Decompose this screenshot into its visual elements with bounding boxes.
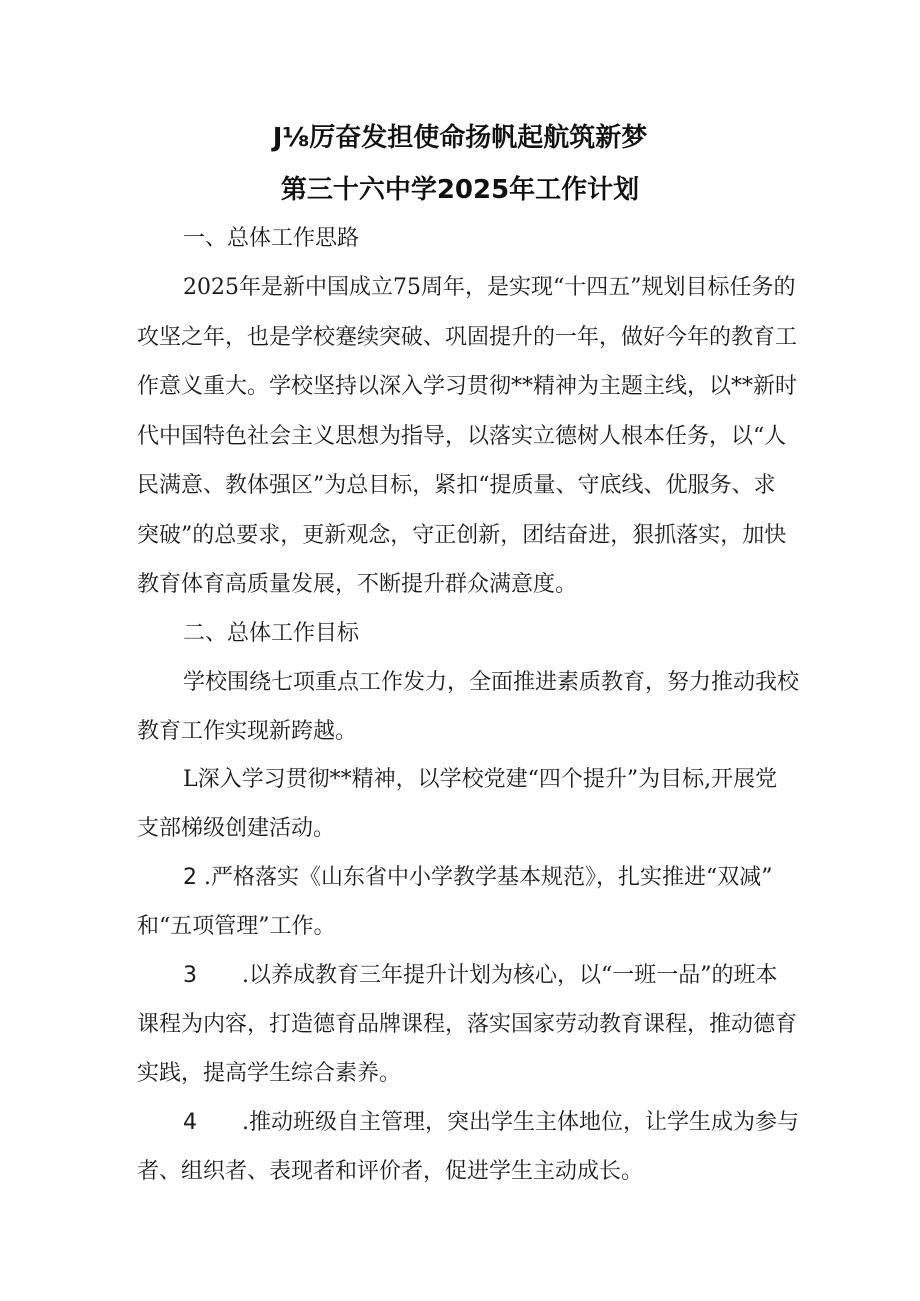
goal-item-4-line: 者、组织者、表现者和评价者，促进学生主动成长。 xyxy=(137,1159,644,1184)
document-title-line-2: 第三十六中学2025年工作计划 xyxy=(280,175,640,205)
section-1-heading: 一、总体工作思路 xyxy=(183,226,360,251)
goal-item-3-line: 实践，提高学生综合素养。 xyxy=(137,1061,402,1086)
section-1-paragraph-line: 2025年是新中国成立75周年，是实现“十四五”规划目标任务的 xyxy=(183,275,796,300)
goal-item-1-line: 支部梯级创建活动。 xyxy=(137,816,336,841)
goal-item-4-line xyxy=(183,1105,843,1136)
section-2-heading: 二、总体工作目标 xyxy=(183,621,360,646)
goal-item-3-line xyxy=(183,958,843,989)
section-1-paragraph-line: 代中国特色社会主义思想为指导，以落实立德树人根本任务，以“人 xyxy=(137,424,787,449)
section-2-intro-line: 教育工作实现新跨越。 xyxy=(137,719,358,744)
section-1-paragraph-line: 突破”的总要求，更新观念，守正创新，团结奋进，狠抓落实，加快 xyxy=(137,523,787,548)
goal-item-2-text: .严格落实《山东省中小学教学基本规范》，扎实推进“双减” xyxy=(204,865,773,890)
section-1-paragraph-line: 教育体育高质量发展，不断提升群众满意度。 xyxy=(137,572,578,597)
section-1-paragraph-line: 攻坚之年，也是学校蹇续突破、巩固提升的一年，做好今年的教育工 xyxy=(137,325,798,350)
goal-item-1-line: L深入学习贯彻**精神，以学校党建“四个提升”为目标,开展党 xyxy=(183,767,778,792)
goal-item-4-number: 4 xyxy=(183,1110,197,1135)
section-1-paragraph-line: 作意义重大。学校坚持以深入学习贯彻**精神为主题主线，以**新时 xyxy=(137,374,798,399)
goal-item-2-line: 和“五项管理”工作。 xyxy=(137,914,336,939)
document-title-line-1: J⅛厉奋发担使命扬帆起航筑新梦 xyxy=(272,123,648,153)
goal-item-2-number: 2 xyxy=(183,865,197,890)
goal-item-3-line: 课程为内容，打造德育品牌课程，落实国家劳动教育课程，推动德育 xyxy=(137,1012,798,1037)
goal-item-3-number: 3 xyxy=(183,963,197,988)
section-1-paragraph-line: 民满意、教体强区”为总目标，紧扣“提质量、守底线、优服务、求 xyxy=(137,473,776,498)
goal-item-4-text: .推动班级自主管理，突出学生主体地位，让学生成为参与 xyxy=(242,1110,799,1135)
goal-item-2-line xyxy=(183,860,843,891)
section-2-intro-line: 学校围绕七项重点工作发力，全面推进素质教育，努力推动我校 xyxy=(183,670,800,695)
goal-item-3-text: .以养成教育三年提升计划为核心，以“一班一品”的班本 xyxy=(242,963,778,988)
